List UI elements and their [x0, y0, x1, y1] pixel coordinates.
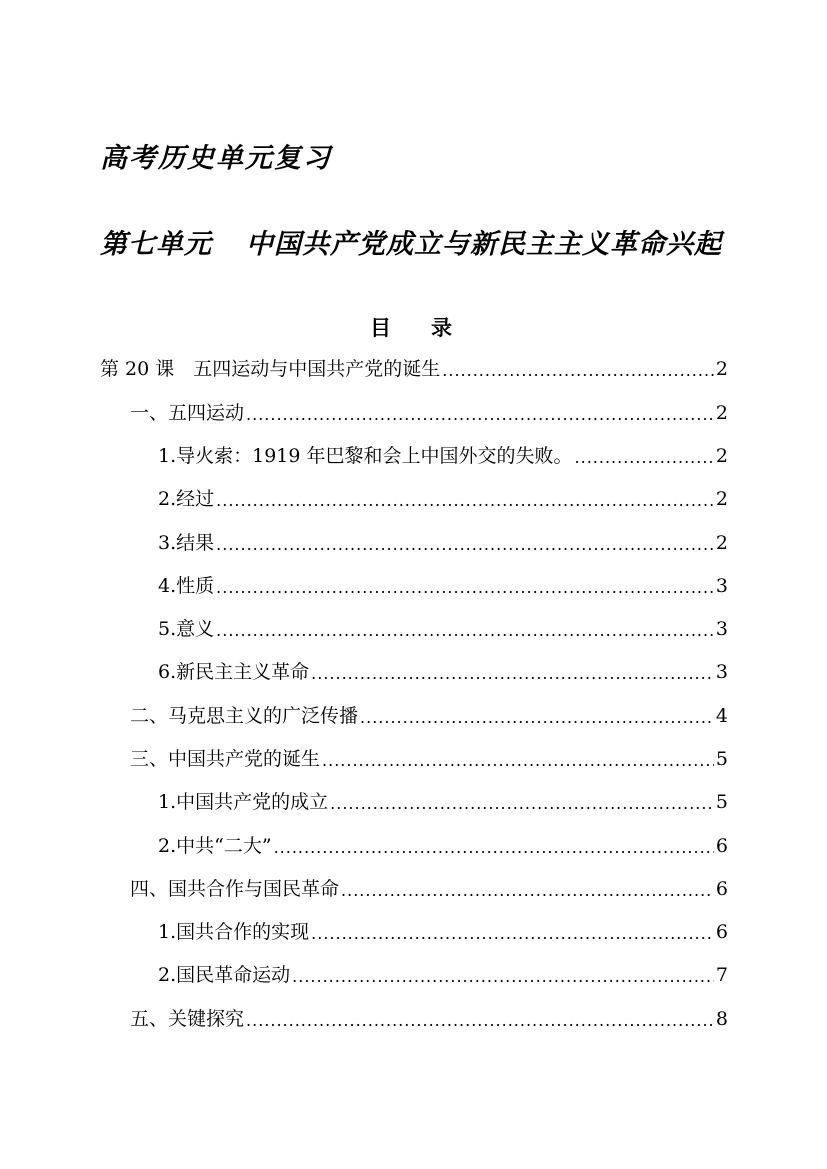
- toc-page-number: 3: [715, 661, 728, 683]
- toc-entry-text: 第 20 课 五四运动与中国共产党的诞生: [100, 358, 441, 380]
- toc-entry-section-5[interactable]: [130, 1004, 728, 1032]
- toc-entry-4-2[interactable]: [158, 960, 728, 988]
- toc-heading-left: 目: [370, 315, 391, 340]
- toc-entry-text: 5.意义: [158, 618, 215, 640]
- toc-entry-section-4[interactable]: [130, 874, 728, 902]
- toc-leader-dots: [341, 880, 714, 902]
- toc-page-number: 6: [715, 835, 728, 857]
- toc-entry-text: 2.经过: [158, 488, 215, 510]
- toc-heading: [370, 312, 452, 342]
- toc-page-number: 2: [715, 488, 728, 510]
- toc-entry-text: 五、关键探究: [130, 1008, 245, 1030]
- toc-entry-1-2[interactable]: [158, 484, 728, 512]
- toc-page-number: 2: [715, 402, 728, 424]
- toc-entry-text: 6.新民主主义革命: [158, 661, 310, 683]
- toc-entry-1-5[interactable]: [158, 614, 728, 642]
- toc-entry-1-6[interactable]: [158, 657, 728, 685]
- toc-entry-text: 一、五四运动: [130, 402, 245, 424]
- toc-entry-text: 1.导火索：1919 年巴黎和会上中国外交的失败。: [158, 445, 573, 467]
- toc-page-number: 2: [715, 445, 728, 467]
- toc-leader-dots: [216, 534, 714, 556]
- toc-page-number: 8: [715, 1008, 728, 1030]
- toc-entry-text: 3.结果: [158, 532, 215, 554]
- toc-entry-text: 2.国民革命运动: [158, 964, 291, 986]
- toc-page-number: 7: [715, 964, 728, 986]
- toc-page-number: 6: [715, 921, 728, 943]
- toc-leader-dots: [360, 707, 714, 729]
- toc-entry-1-3[interactable]: [158, 528, 728, 556]
- toc-leader-dots: [246, 404, 714, 426]
- toc-entry-text: 二、马克思主义的广泛传播: [130, 705, 359, 727]
- toc-entry-lesson-20[interactable]: [100, 354, 728, 382]
- toc-page-number: 6: [715, 878, 728, 900]
- toc-page-number: 3: [715, 618, 728, 640]
- toc-leader-dots: [246, 1010, 714, 1032]
- unit-label: 第七单元: [100, 229, 212, 260]
- toc-leader-dots: [575, 447, 714, 469]
- toc-entry-section-3[interactable]: [130, 744, 728, 772]
- toc-entry-text: 4.性质: [158, 575, 215, 597]
- toc-entry-1-1[interactable]: [158, 441, 728, 469]
- toc-entry-text: 1.国共合作的实现: [158, 921, 310, 943]
- toc-leader-dots: [322, 750, 714, 772]
- toc-entry-section-2[interactable]: [130, 701, 728, 729]
- toc-leader-dots: [216, 620, 714, 642]
- toc-entry-text: 2.中共“二大”: [158, 835, 272, 857]
- toc-leader-dots: [274, 837, 714, 859]
- unit-name: 中国共产党成立与新民主主义革命兴起: [246, 229, 722, 260]
- toc-entry-3-2[interactable]: [158, 831, 728, 859]
- toc-entry-text: 1.中国共产党的成立: [158, 791, 329, 813]
- toc-leader-dots: [292, 966, 714, 988]
- toc-page-number: 2: [715, 532, 728, 554]
- toc-page-number: 2: [715, 358, 728, 380]
- toc-entry-section-1[interactable]: [130, 398, 728, 426]
- toc-entry-3-1[interactable]: [158, 787, 728, 815]
- toc-entry-text: 三、中国共产党的诞生: [130, 748, 321, 770]
- toc-entry-1-4[interactable]: [158, 571, 728, 599]
- toc-leader-dots: [311, 923, 714, 945]
- toc-page-number: 5: [715, 748, 728, 770]
- toc-leader-dots: [311, 663, 714, 685]
- unit-title: [100, 222, 722, 261]
- document-title: 高考历史单元复习: [100, 143, 332, 174]
- toc-leader-dots: [330, 793, 714, 815]
- toc-page-number: 3: [715, 575, 728, 597]
- toc-page-number: 4: [715, 705, 728, 727]
- toc-heading-right: 录: [431, 315, 452, 340]
- toc-entry-text: 四、国共合作与国民革命: [130, 878, 340, 900]
- toc-leader-dots: [216, 490, 714, 512]
- toc-leader-dots: [216, 577, 714, 599]
- toc-page-number: 5: [715, 791, 728, 813]
- toc-leader-dots: [442, 360, 714, 382]
- toc-entry-4-1[interactable]: [158, 917, 728, 945]
